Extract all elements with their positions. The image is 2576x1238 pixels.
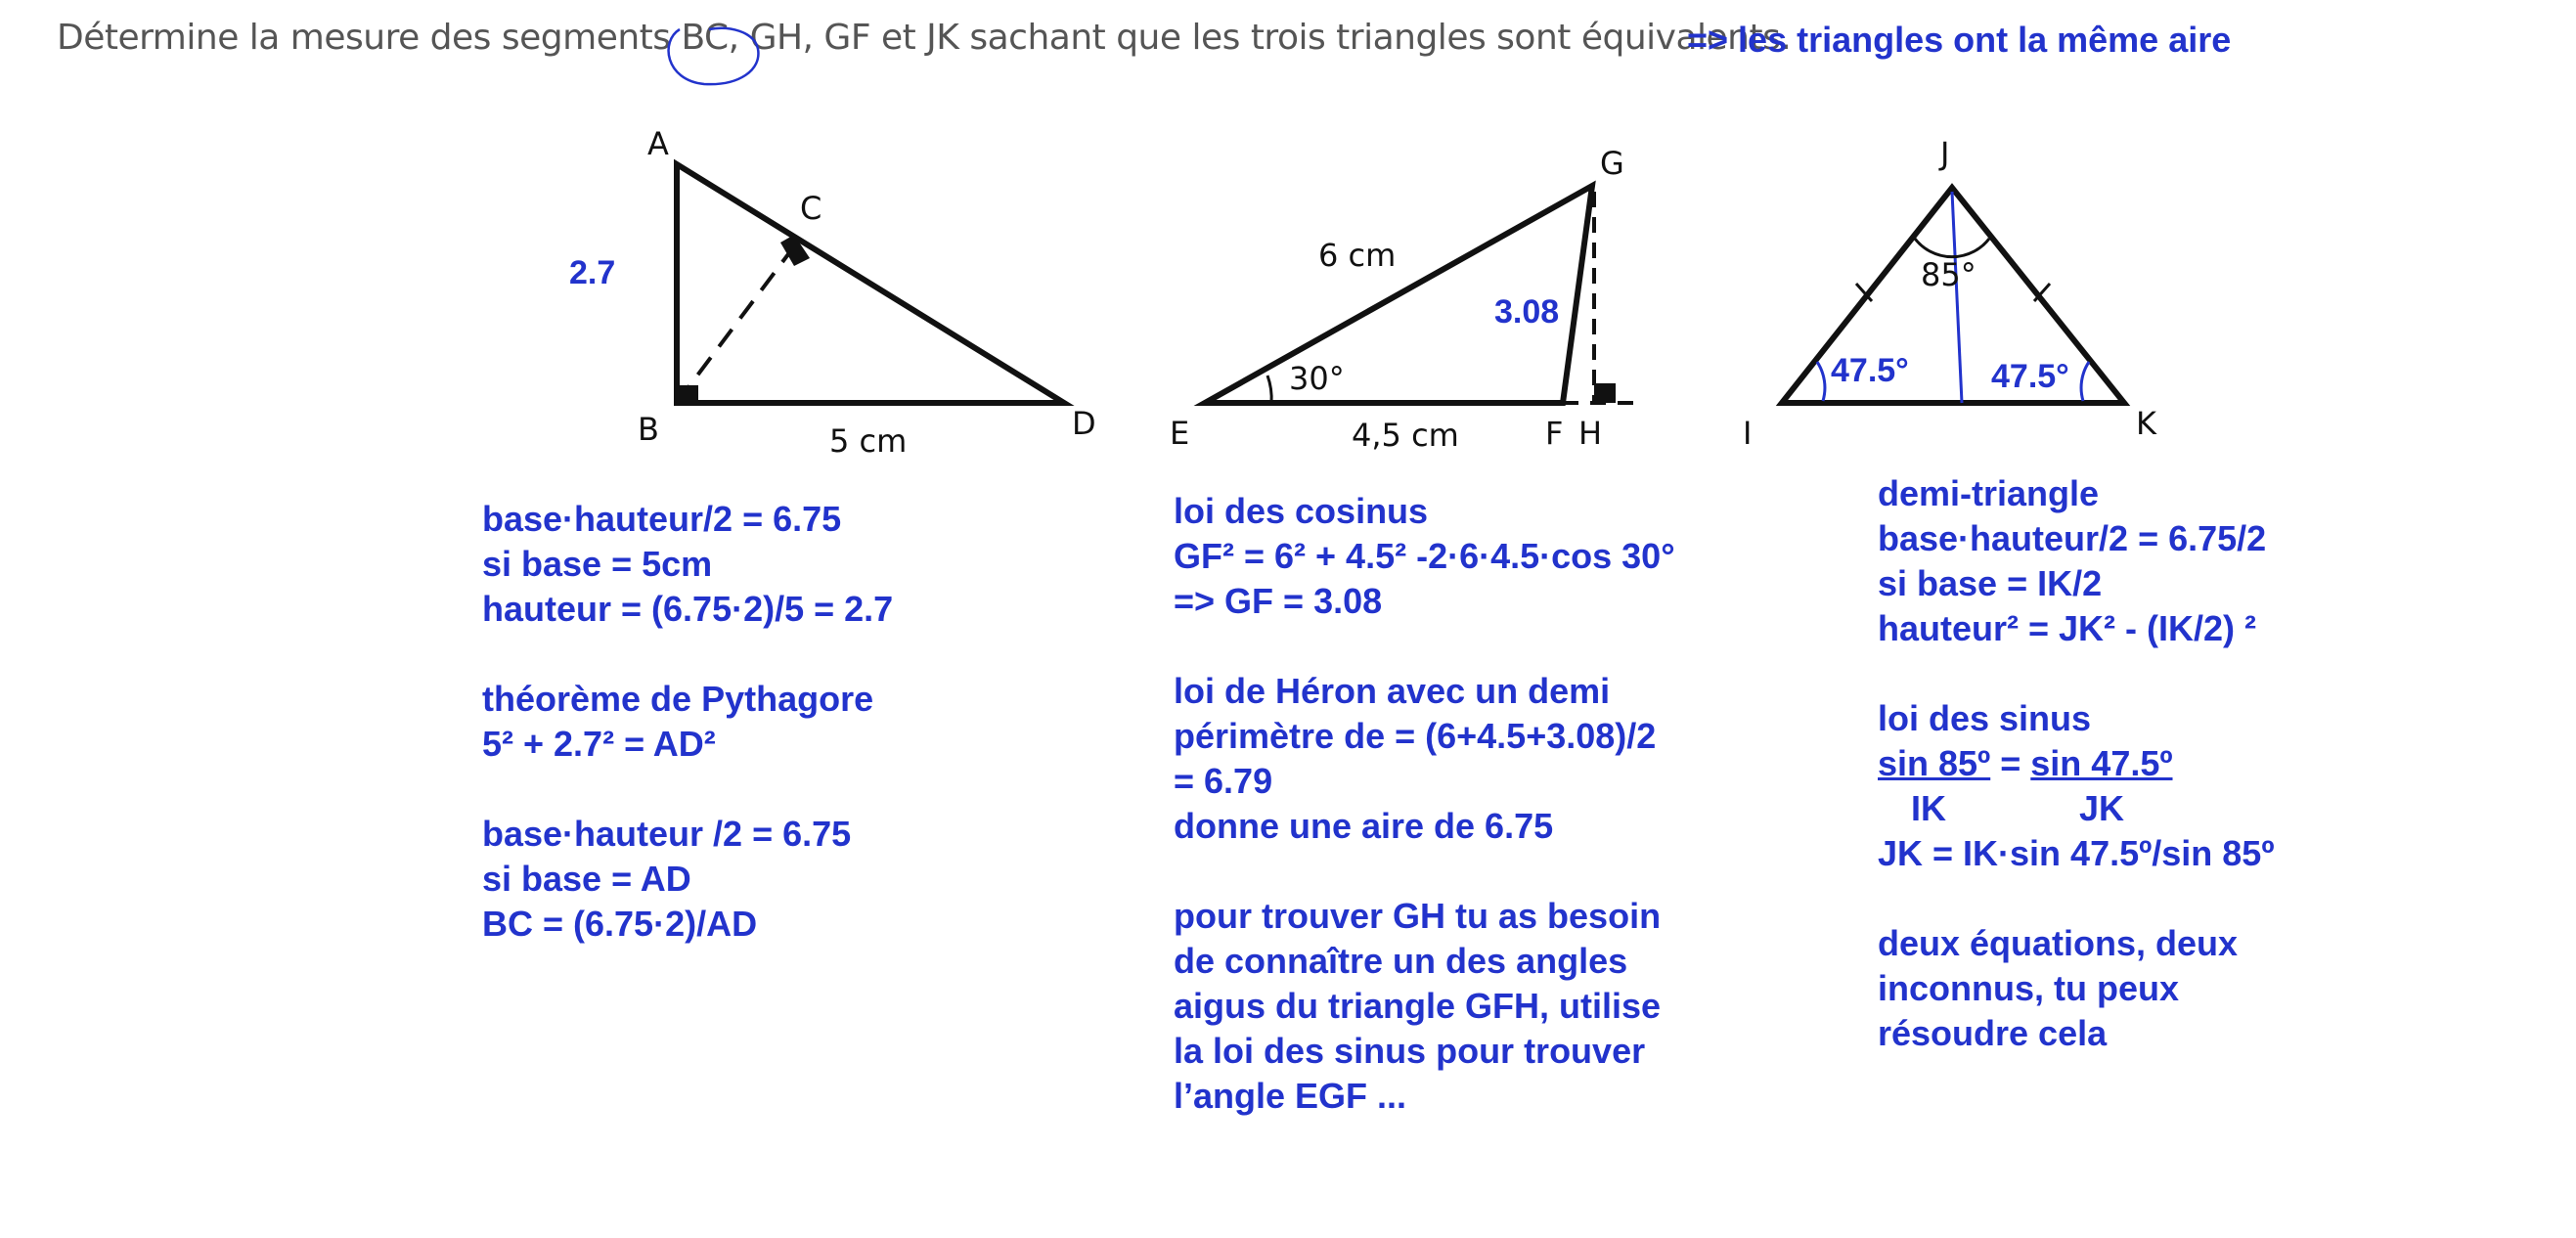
vertex-i-label: I <box>1743 415 1753 452</box>
note-line: inconnus, tu peux <box>1878 968 2180 1008</box>
triangle-efg <box>1170 145 1643 454</box>
note-line: base·hauteur/2 = 6.75 <box>482 499 842 539</box>
note-line: hauteur² = JK² - (IK/2) ² <box>1878 608 2257 648</box>
triangle-abd <box>569 125 1096 460</box>
vertex-d-label: D <box>1072 405 1096 442</box>
side-bd-label: 5 cm <box>829 422 908 460</box>
note-line: de connaître un des angles <box>1174 941 1628 981</box>
sine-ratio-numerators <box>1878 741 2274 786</box>
triangle-ijk <box>1743 135 2157 452</box>
equivalence-note: => les triangles ont la même aire <box>1687 20 2232 60</box>
vertex-j-label: J <box>1940 135 1950 172</box>
note-line: => GF = 3.08 <box>1174 581 1383 621</box>
vertex-g-label: G <box>1600 145 1624 182</box>
note-line: aigus du triangle GFH, utilise <box>1174 986 1662 1026</box>
note-line: si base = 5cm <box>482 544 713 584</box>
vertex-f-label: F <box>1545 415 1564 452</box>
note-line: donne une aire de 6.75 <box>1174 806 1554 846</box>
note-line: deux équations, deux <box>1878 923 2239 963</box>
frac1-denominator: IK <box>1911 788 1946 828</box>
side-eg-label: 6 cm <box>1318 237 1397 274</box>
side-ef-label: 4,5 cm <box>1352 417 1459 454</box>
note-line: demi-triangle <box>1878 473 2100 513</box>
problem-statement: Détermine la mesure des segments BC, GH, GF et JK sachant que les trois triangles sont équivalents. <box>57 18 1792 58</box>
note-line: = 6.79 <box>1174 761 1273 801</box>
gf-annotation: 3.08 <box>1494 293 1560 331</box>
note-line: loi des sinus <box>1878 698 2092 738</box>
note-line: l’angle EGF ... <box>1174 1076 1407 1116</box>
note-line: base·hauteur /2 = 6.75 <box>482 814 852 854</box>
vertex-h-label: H <box>1578 415 1603 452</box>
note-line: théorème de Pythagore <box>482 679 874 719</box>
frac-equals: = <box>2000 743 2021 783</box>
apex-angle-label: 85° <box>1921 256 1976 293</box>
frac1-numerator: sin 85º <box>1878 743 1991 783</box>
angle-i-label: 47.5° <box>1831 352 1909 389</box>
note-line: BC = (6.75·2)/AD <box>482 904 758 944</box>
note-line: périmètre de = (6+4.5+3.08)/2 <box>1174 716 1657 756</box>
vertex-c-label: C <box>800 190 822 227</box>
note-line: loi des cosinus <box>1174 491 1429 531</box>
note-line: si base = AD <box>482 859 691 899</box>
note-line: si base = IK/2 <box>1878 563 2103 603</box>
notes-middle <box>1174 489 1675 1119</box>
notes-right <box>1878 471 2274 1056</box>
note-line: hauteur = (6.75·2)/5 = 2.7 <box>482 589 894 629</box>
notes-left <box>482 497 893 947</box>
note-line: GF² = 6² + 4.5² -2·6·4.5·cos 30° <box>1174 536 1675 576</box>
angle-k-label: 47.5° <box>1991 358 2069 395</box>
vertex-e-label: E <box>1170 415 1190 452</box>
note-line: JK = IK·sin 47.5º/sin 85º <box>1878 833 2275 873</box>
vertex-b-label: B <box>638 411 659 448</box>
note-line: pour trouver GH tu as besoin <box>1174 896 1662 936</box>
vertex-k-label: K <box>2136 405 2156 442</box>
note-line: résoudre cela <box>1878 1013 2108 1053</box>
height-annotation: 2.7 <box>569 254 616 291</box>
note-line: loi de Héron avec un demi <box>1174 671 1611 711</box>
frac2-numerator: sin 47.5º <box>2030 743 2173 783</box>
frac2-denominator: JK <box>2079 788 2125 828</box>
note-line: la loi des sinus pour trouver <box>1174 1031 1646 1071</box>
vertex-a-label: A <box>647 125 669 162</box>
angle-e-label: 30° <box>1289 360 1345 397</box>
note-line: base·hauteur/2 = 6.75/2 <box>1878 518 2267 558</box>
sine-ratio-denominators <box>1878 786 2274 831</box>
note-line: 5² + 2.7² = AD² <box>482 724 716 764</box>
